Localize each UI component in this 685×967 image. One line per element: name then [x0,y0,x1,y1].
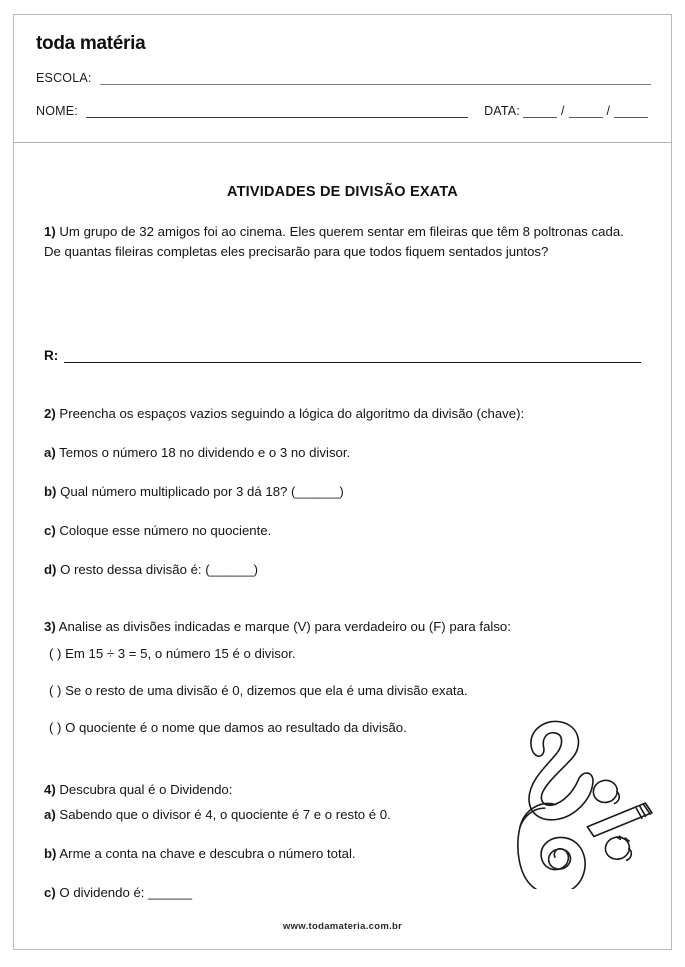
question-1 [44,222,641,262]
name-date-field-row [36,104,651,118]
question-3-statement-3[interactable]: ( ) O quociente é o nome que damos ao resultado da divisão. [49,720,407,735]
question-2-item-c-letter: c) [44,523,56,538]
question-2-item-a-text: Temos o número 18 no dividendo e o 3 no divisor. [55,445,351,460]
brand-logo: toda matéria [36,33,146,54]
question-2-item-b [44,482,641,502]
answer-input-line[interactable] [64,350,641,363]
question-4-item-a [44,805,641,825]
question-2-item-c [44,521,641,541]
question-1-number: 1) [44,224,56,239]
question-4-item-a-text: Sabendo que o divisor é 4, o quociente é 7 e o resto é 0. [55,807,391,822]
question-2-item-d-text[interactable]: O resto dessa divisão é: (______) [56,562,259,577]
question-2-text: Preencha os espaços vazios seguindo a lógica do algoritmo da divisão (chave): [55,406,525,421]
question-3-number: 3) [44,619,56,634]
page-header [14,15,671,143]
question-2-number: 2) [44,406,56,421]
question-4-number: 4) [44,782,56,797]
question-4-item-c [44,883,641,903]
date-field-group [484,104,651,118]
question-4-item-b-letter: b) [44,846,57,861]
worksheet-page [13,14,672,950]
answer-row-1 [44,348,641,363]
questions-container [44,222,641,903]
question-4-item-b [44,844,641,864]
question-4-text: Descubra qual é o Dividendo: [55,782,233,797]
footer-url[interactable]: www.todamateria.com.br [282,921,403,932]
question-2-item-d-letter: d) [44,562,57,577]
question-2-item-b-letter: b) [44,484,57,499]
school-field-row [36,71,651,85]
question-3 [44,617,641,637]
question-3-statement-1[interactable]: ( ) Em 15 ÷ 3 = 5, o número 15 é o divisor. [49,646,296,661]
question-2-item-d [44,560,641,580]
question-2 [44,404,641,424]
date-month-input-line[interactable] [569,106,603,118]
question-4-item-b-text: Arme a conta na chave e descubra o número total. [56,846,356,861]
worksheet-body [14,184,671,903]
question-3-statement-2[interactable]: ( ) Se o resto de uma divisão é 0, dizemos que ela é uma divisão exata. [49,683,468,698]
school-label: ESCOLA: [36,71,92,85]
date-year-input-line[interactable] [614,106,648,118]
name-label: NOME: [36,104,78,118]
school-input-line[interactable] [100,73,651,85]
question-4-item-a-letter: a) [44,807,56,822]
date-day-input-line[interactable] [523,106,557,118]
question-2-item-a-letter: a) [44,445,56,460]
date-separator-2: / [606,104,610,118]
page-title: ATIVIDADES DE DIVISÃO EXATA [227,184,458,200]
question-1-text: Um grupo de 32 amigos foi ao cinema. Eles querem sentar em fileiras que têm 8 poltronas cada. De quantas fileiras completas eles precisarão para que todos fiquem sentados juntos? [44,224,624,259]
question-2-item-a [44,443,641,463]
date-separator-1: / [561,104,565,118]
question-3-text: Analise as divisões indicadas e marque (V) para verdadeiro ou (F) para falso: [55,619,511,634]
answer-label: R: [44,348,59,363]
question-4-item-c-letter: c) [44,885,56,900]
name-input-line[interactable] [86,106,468,118]
date-label: DATA: [484,104,521,118]
question-4 [44,780,641,800]
question-4-item-c-text[interactable]: O dividendo é: ______ [55,885,193,900]
question-2-item-b-text[interactable]: Qual número multiplicado por 3 dá 18? (______) [56,484,344,499]
question-2-item-c-text: Coloque esse número no quociente. [55,523,272,538]
